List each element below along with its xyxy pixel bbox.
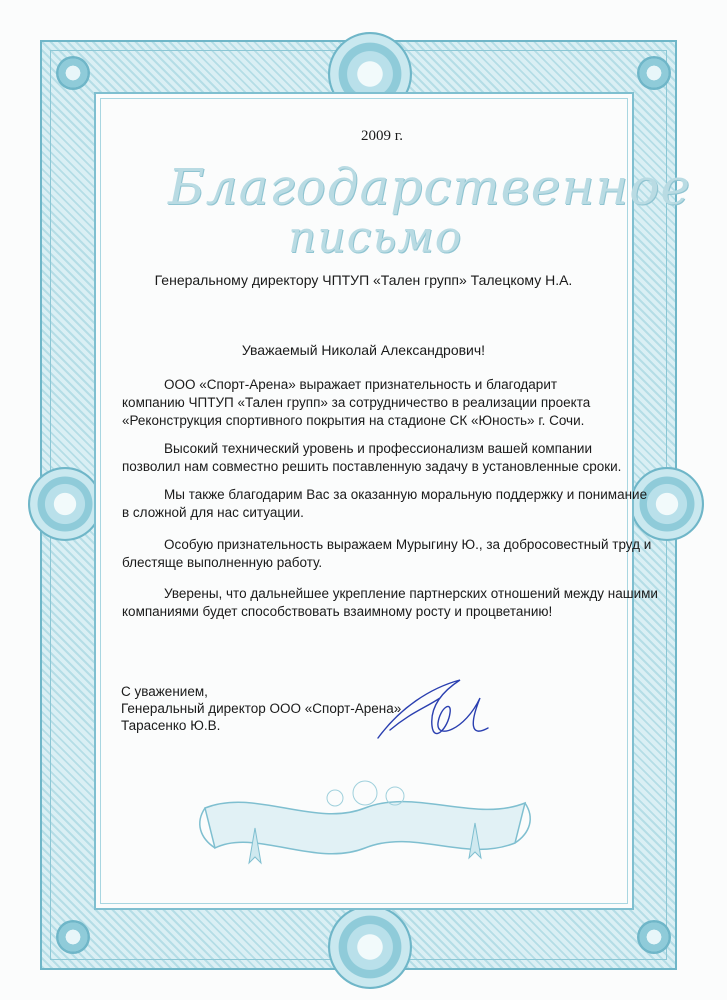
paragraph-line: компанию ЧПТУП «Тален групп» за сотрудничество в реализации проекта bbox=[122, 395, 591, 410]
paragraph-line: Уверены, что дальнейшее укрепление партнерских отношений между нашими bbox=[164, 586, 658, 601]
paragraph-line: компаниями будет способствовать взаимному росту и процветанию! bbox=[122, 604, 553, 619]
corner-ornament-bottom-right bbox=[637, 920, 671, 954]
decorative-ribbon bbox=[195, 768, 535, 878]
handwritten-signature bbox=[370, 668, 500, 758]
corner-ornament-top-left bbox=[56, 56, 90, 90]
medallion-right bbox=[630, 467, 704, 541]
letter-title-line1: Благодарственное bbox=[168, 158, 691, 216]
paragraph-line: Высокий технический уровень и профессионализм вашей компании bbox=[164, 441, 593, 456]
paragraph-line: ООО «Спорт-Арена» выражает признательность и благодарит bbox=[164, 377, 558, 392]
medallion-left bbox=[28, 467, 102, 541]
corner-ornament-bottom-left bbox=[56, 920, 90, 954]
paragraph-line: позволил нам совместно решить поставленную задачу в установленные сроки. bbox=[122, 459, 622, 474]
medallion-bottom bbox=[328, 905, 412, 989]
signer-name: Тарасенко Ю.В. bbox=[121, 718, 221, 733]
letter-date: 2009 г. bbox=[361, 128, 403, 144]
closing-block bbox=[121, 683, 401, 734]
signer-position: Генеральный директор ООО «Спорт-Арена» bbox=[121, 701, 402, 716]
paragraph-line: «Реконструкция спортивного покрытия на стадионе СК «Юность» г. Сочи. bbox=[122, 413, 585, 428]
addressee: Генеральному директору ЧПТУП «Тален групп» Талецкому Н.А. bbox=[154, 272, 573, 288]
corner-ornament-top-right bbox=[637, 56, 671, 90]
paragraph-5 bbox=[122, 585, 658, 621]
paragraph-1 bbox=[122, 376, 617, 430]
paragraph-line: в сложной для нас ситуации. bbox=[122, 505, 304, 520]
paragraph-4 bbox=[122, 536, 652, 572]
letter-title-line2: письмо bbox=[288, 212, 463, 263]
paragraph-line: Особую признательность выражаем Мурыгину Ю., за добросовестный труд и bbox=[164, 537, 652, 552]
closing-salutation: С уважением, bbox=[121, 684, 208, 699]
paragraph-line: Мы также благодарим Вас за оказанную моральную поддержку и понимание bbox=[164, 487, 648, 502]
paragraph-2 bbox=[122, 440, 622, 476]
greeting: Уважаемый Николай Александрович! bbox=[241, 342, 486, 358]
paragraph-line: блестяще выполненную работу. bbox=[122, 555, 323, 570]
paragraph-3 bbox=[122, 486, 648, 522]
